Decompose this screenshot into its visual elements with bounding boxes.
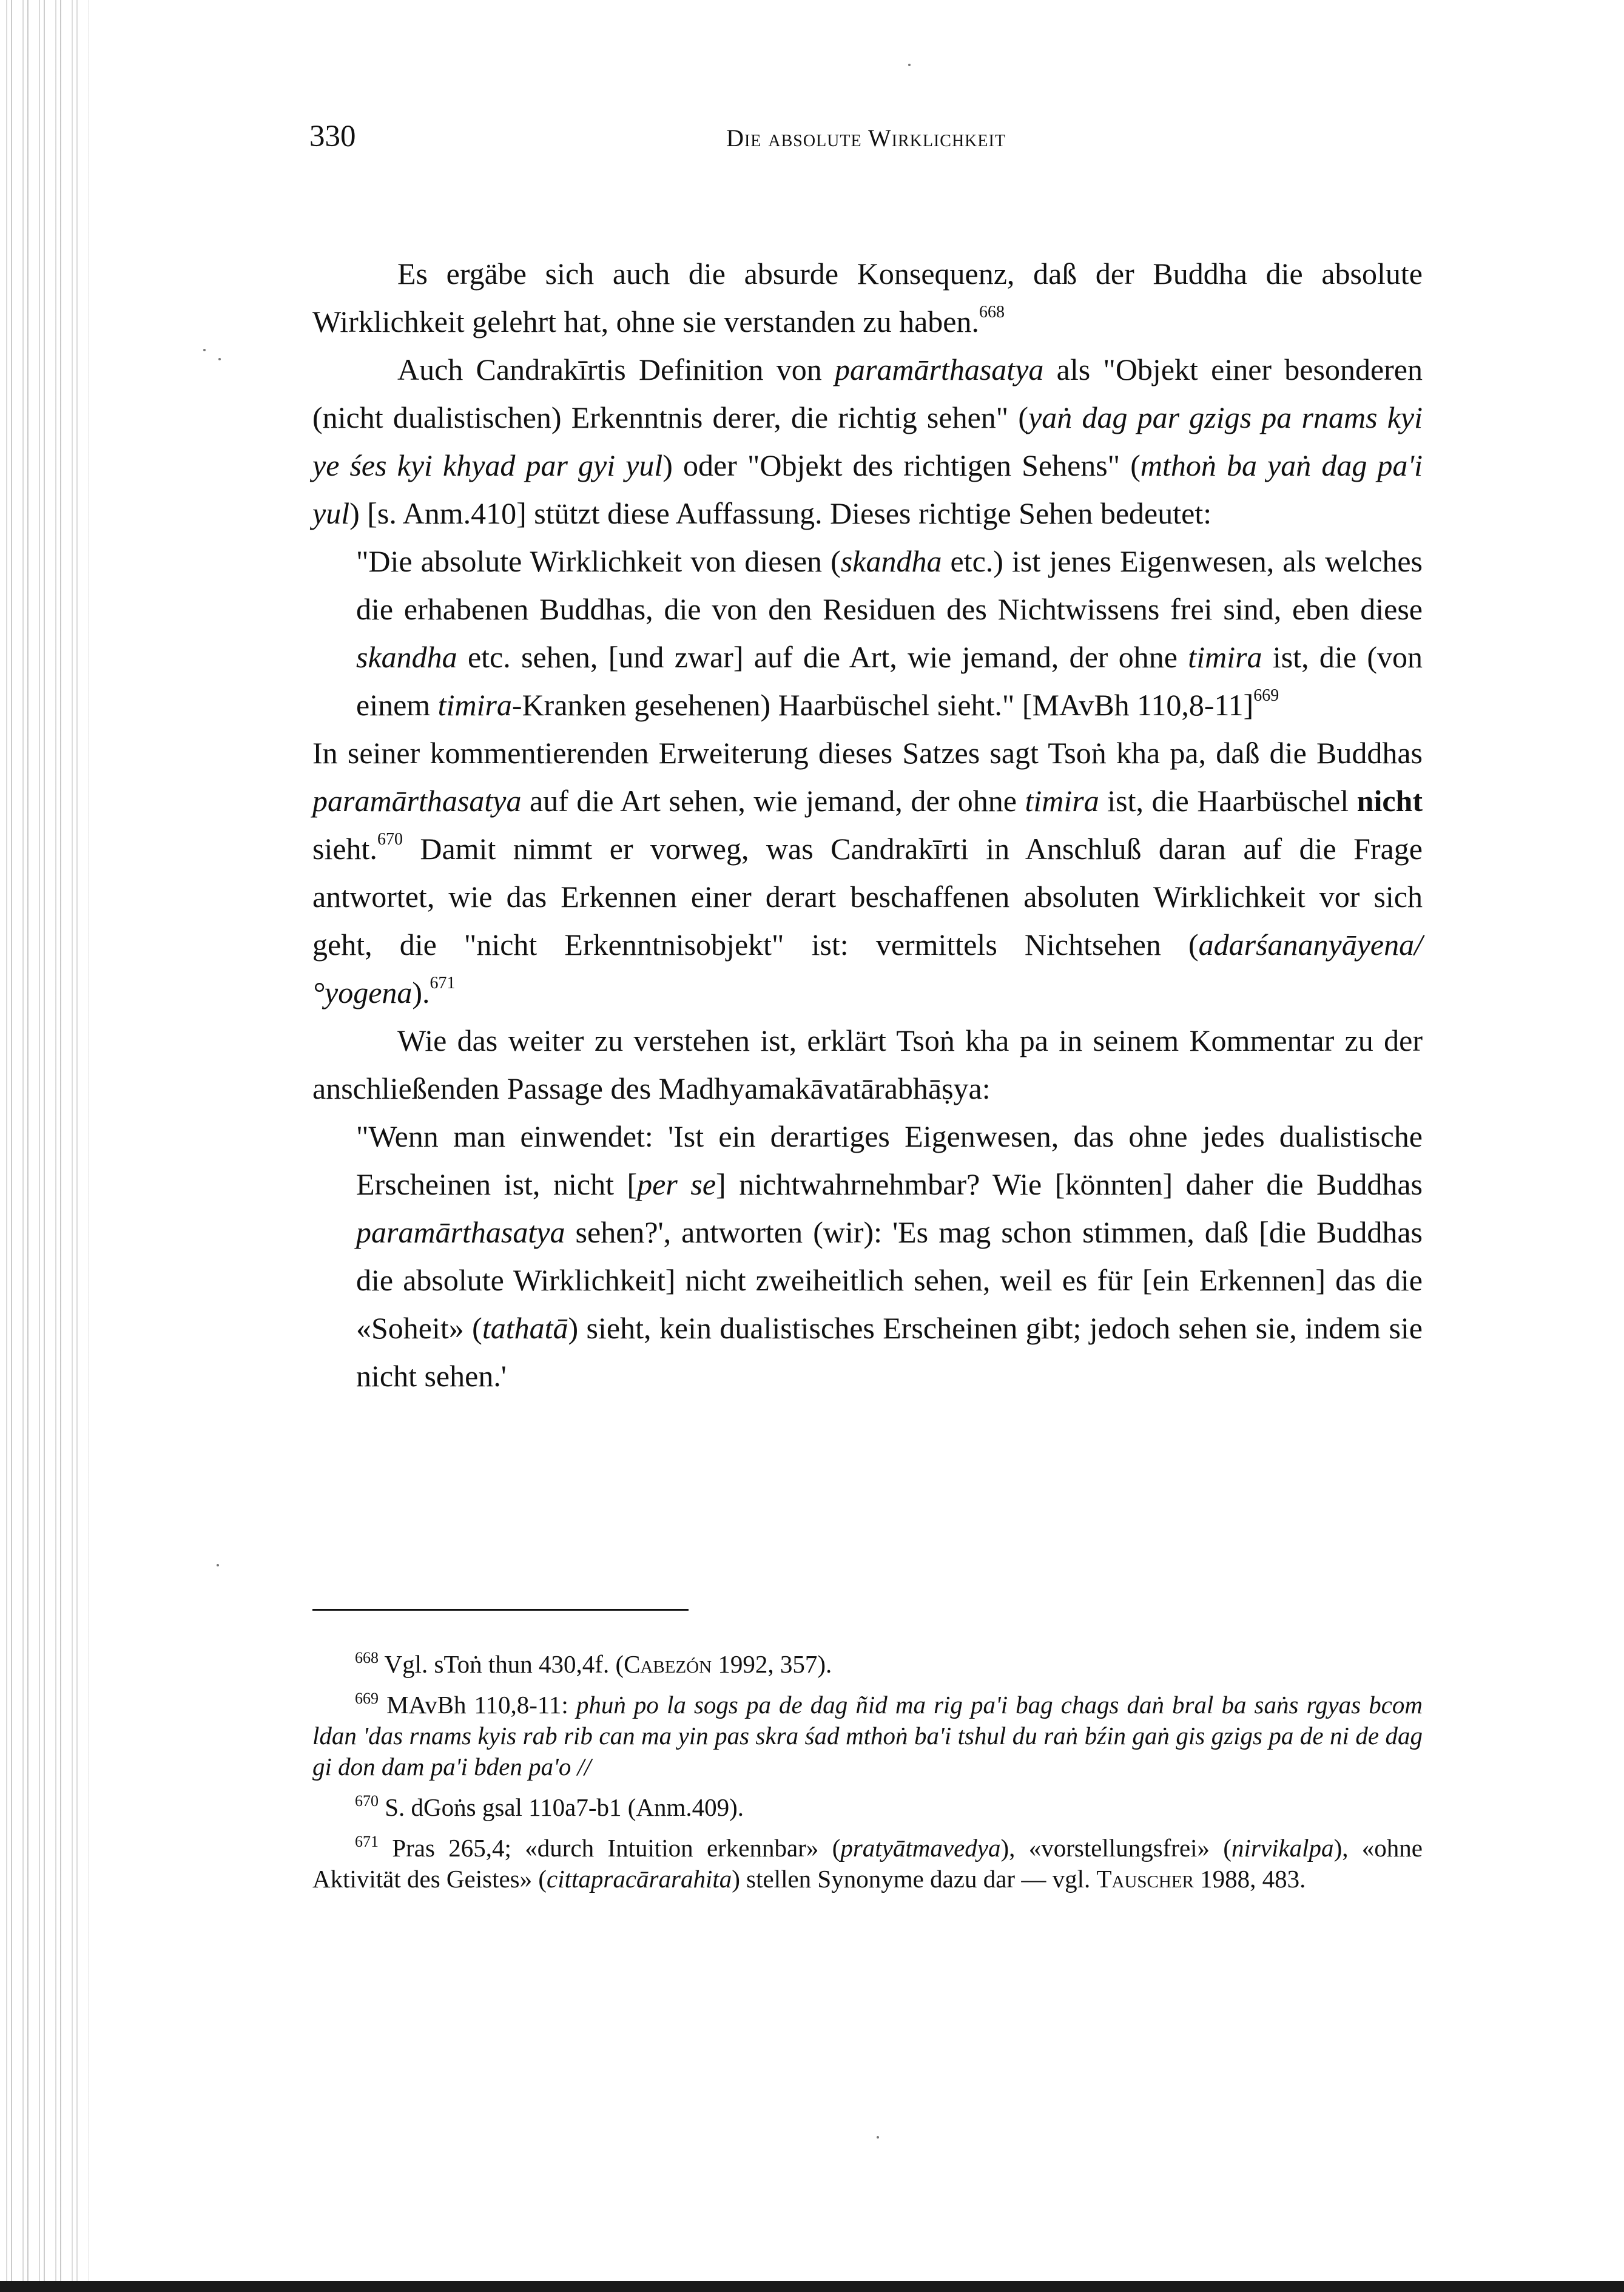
footnote-ref-670[interactable]: 670	[377, 830, 403, 849]
paragraph-3	[312, 729, 1423, 1017]
text-run: Damit nimmt er vorweg, was Candrakīrti in Anschluß daran auf die Frage antwortet, wie das Erkennen einer derart beschaffenen absoluten Wirklichkeit vor sich geht, die "nicht Erkenntnisobjekt" ist: vermittels Nichtsehen (	[312, 832, 1423, 962]
text-run: ist, die Haarbüschel	[1099, 784, 1357, 818]
footnote-668	[312, 1649, 1423, 1680]
text-run: MAvBh 110,8-11:	[386, 1691, 576, 1719]
footnote-669	[312, 1690, 1423, 1782]
text-run: Vgl. sToṅ thun 430,4f. (	[384, 1650, 624, 1678]
text-run: etc.) ist jenes Eigenwesen, als welches die erhabenen Buddhas, die von den Residuen des Nichtwissens frei sind, eben diese	[356, 544, 1423, 626]
italic-term: paramārthasatya	[834, 352, 1044, 386]
italic-term: paramārthasatya	[312, 784, 522, 818]
text-run: "Die absolute Wirklichkeit von diesen (	[356, 544, 841, 578]
text-run: ist, die (von einem	[356, 640, 1423, 722]
italic-term: tathatā	[482, 1311, 568, 1345]
footnote-number: 671	[355, 1833, 379, 1850]
block-quote-2	[356, 1113, 1423, 1400]
text-run: S. dGoṅs gsal 110a7-b1 (Anm.409).	[385, 1793, 744, 1821]
scan-speck	[218, 358, 221, 360]
text-run: ), «vorstellungsfrei» (	[1000, 1834, 1232, 1862]
footnote-number: 668	[355, 1649, 379, 1667]
text-run: ) stellen Synonyme dazu dar — vgl.	[732, 1865, 1097, 1893]
footnote-number: 670	[355, 1792, 379, 1810]
text-run: ) [s. Anm.410] stützt diese Auffassung. Dieses richtige Sehen bedeutet:	[349, 496, 1212, 530]
footnote-670	[312, 1792, 1423, 1823]
footnote-separator	[312, 1609, 689, 1611]
text-run: "Wenn man einwendet: 'Ist ein derartiges Eigenwesen, das ohne jedes dualistische Erscheinen ist, nicht [	[356, 1119, 1423, 1201]
italic-term: skandha	[356, 640, 457, 674]
bold-term: nicht	[1356, 784, 1423, 818]
footnotes	[312, 1649, 1423, 1904]
footnote-ref-671[interactable]: 671	[430, 974, 456, 993]
text-run: ) oder "Objekt des richtigen Sehens" (	[662, 448, 1141, 482]
author-name: Tauscher	[1096, 1865, 1194, 1893]
text-run: Wie das weiter zu verstehen ist, erklärt Tsoṅ kha pa in seinem Kommentar zu der anschließenden Passage des Madhyamakāvatārabhāṣya:	[312, 1023, 1423, 1105]
running-title: Die absolute Wirklichkeit	[726, 124, 1006, 152]
scan-speck	[908, 64, 911, 66]
text-run: Pras 265,4; «durch Intuition erkennbar» (	[392, 1834, 841, 1862]
block-quote-1	[356, 538, 1423, 729]
text-run: ), «ohne Aktivität des Geistes» (	[312, 1834, 1423, 1893]
text-run: ).	[412, 976, 430, 1009]
text-run: auf die Art sehen, wie jemand, der ohne	[521, 784, 1025, 818]
italic-term: yaṅ dag par gzigs pa rnams kyi ye śes kyi khyad par gyi yul	[312, 400, 1423, 482]
scan-speck	[877, 2136, 879, 2139]
italic-term: timira	[437, 688, 512, 722]
tibetan-quote: phuṅ po la sogs pa de dag ñid ma rig pa'i bag chags daṅ bral ba saṅs rgyas bcom ldan 'das rnams kyis rab rib can ma yin pas skra śad mthoṅ ba'i tshul du raṅ bźin gaṅ gis gzigs pa de ni de dag gi don dam pa'i bden pa'o //	[312, 1691, 1423, 1781]
footnote-671	[312, 1833, 1423, 1895]
text-run: ) sieht, kein dualistisches Erscheinen gibt; jedoch sehen sie, indem sie nicht sehen.'	[356, 1311, 1423, 1393]
page-number: 330	[309, 120, 356, 153]
scan-bottom-edge	[0, 2281, 1624, 2292]
text-run: In seiner kommentierenden Erweiterung dieses Satzes sagt Tsoṅ kha pa, daß die Buddhas	[312, 736, 1423, 770]
italic-term: timira	[1025, 784, 1099, 818]
text-run: Es ergäbe sich auch die absurde Konsequenz, daß der Buddha die absolute Wirklichkeit gelehrt hat, ohne sie verstanden zu haben.	[312, 257, 1423, 339]
text-run: 1992, 357).	[712, 1650, 832, 1678]
paragraph-4	[312, 1017, 1423, 1113]
italic-term: timira	[1188, 640, 1262, 674]
italic-term: pratyātmavedya	[840, 1834, 1001, 1862]
text-run: ] nichtwahrnehmbar? Wie [könnten] daher die Buddhas	[716, 1167, 1423, 1201]
paragraph-2	[312, 346, 1423, 538]
author-name: Cabezón	[624, 1650, 712, 1678]
scan-speck	[217, 1564, 219, 1566]
main-text	[312, 250, 1423, 1400]
italic-term: mthoṅ ba yaṅ dag pa'i yul	[312, 448, 1423, 530]
text-run: 1988, 483.	[1193, 1865, 1306, 1893]
running-header	[309, 119, 1423, 155]
text-run: -Kranken gesehenen) Haarbüschel sieht." [MAvBh 110,8-11]	[511, 688, 1254, 722]
footnote-number: 669	[355, 1690, 379, 1707]
italic-term: per se	[637, 1167, 716, 1201]
scan-speck	[203, 349, 206, 351]
text-run: sehen?', antworten (wir): 'Es mag schon stimmen, daß [die Buddhas die absolute Wirklichkeit] nicht zweiheitlich sehen, weil es für [ein Erkennen] das die «Soheit» (	[356, 1215, 1423, 1345]
footnote-ref-669[interactable]: 669	[1253, 686, 1279, 705]
footnote-ref-668[interactable]: 668	[979, 303, 1005, 322]
text-run: etc. sehen, [und zwar] auf die Art, wie jemand, der ohne	[457, 640, 1188, 674]
paragraph-1	[312, 250, 1423, 346]
text-run: Auch Candrakīrtis Definition von	[397, 352, 835, 386]
italic-term: paramārthasatya	[356, 1215, 565, 1249]
italic-term: cittapracārarahita	[547, 1865, 732, 1893]
text-run: als "Objekt einer besonderen (nicht dualistischen) Erkenntnis derer, die richtig sehen" (	[312, 352, 1423, 434]
italic-term: skandha	[840, 544, 942, 578]
italic-term: nirvikalpa	[1231, 1834, 1334, 1862]
text-run: sieht.	[312, 832, 377, 866]
italic-term: adarśananyāyena/°yogena	[312, 928, 1423, 1009]
binding-edge-fade	[67, 0, 103, 2292]
